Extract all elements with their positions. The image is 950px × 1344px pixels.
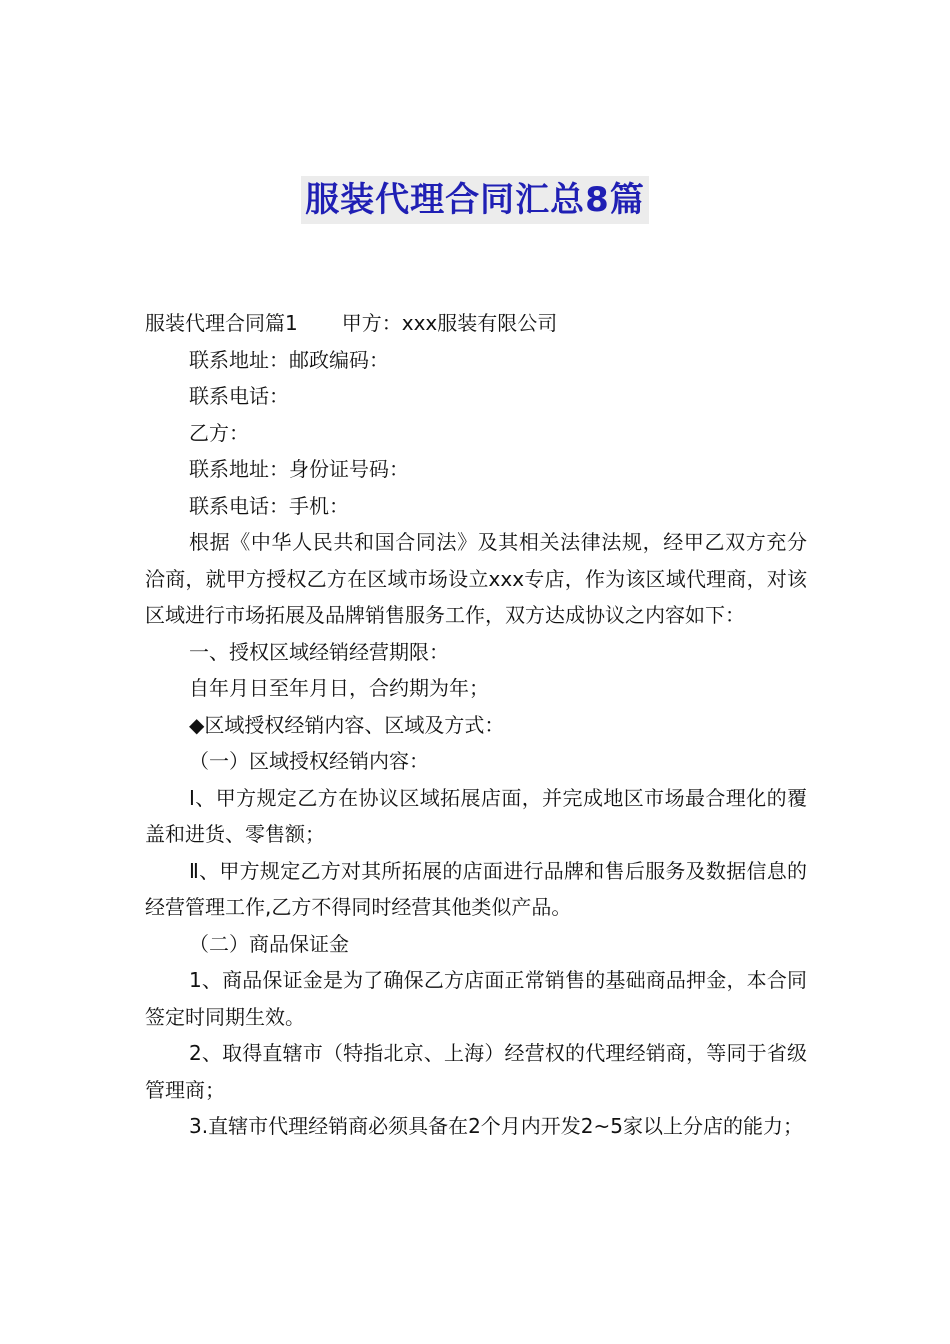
document-body: [145, 305, 807, 1145]
paragraph-deposit-2: 2、取得直辖市（特指北京、上海）经营权的代理经销商，等同于省级管理商；: [145, 1041, 807, 1102]
document-title: 服装代理合同汇总8篇: [301, 176, 649, 224]
party-a-line: 甲方：xxx服装有限公司: [341, 311, 558, 335]
contract-heading: 服装代理合同篇1: [145, 311, 298, 335]
paragraph-deposit-1: 1、商品保证金是为了确保乙方店面正常销售的基础商品押金，本合同签定时同期生效。: [145, 968, 807, 1029]
paragraph-item-i: Ⅰ、甲方规定乙方在协议区域拓展店面，并完成地区市场最合理化的覆盖和进货、零售额；: [145, 785, 807, 846]
paragraph-contact-phone-b: 联系电话：手机：: [189, 493, 349, 518]
paragraph-contact-address-a: 联系地址：邮政编码：: [189, 347, 389, 372]
paragraph-deposit-3: 3.直辖市代理经销商必须具备在2个月内开发2~5家以上分店的能力；: [189, 1114, 804, 1138]
first-line: [145, 305, 807, 342]
paragraph-preamble: 根据《中华人民共和国合同法》及其相关法律法规，经甲乙双方充分洽商，就甲方授权乙方在区域市场设立xxx专店，作为该区域代理商，对该区域进行市场拓展及品牌销售服务工作，双方达成协议之内容如下：: [145, 530, 807, 627]
paragraph-section-1: 一、授权区域经销经营期限：: [189, 639, 449, 664]
paragraph-contact-address-b: 联系地址：身份证号码：: [189, 457, 409, 481]
paragraph-item-ii: Ⅱ、甲方规定乙方对其所拓展的店面进行品牌和售后服务及数据信息的经营管理工作,乙方不得同时经营其他类似产品。: [145, 858, 807, 919]
paragraph-term: 自年月日至年月日，合约期为年；: [189, 676, 489, 700]
paragraph-subsection-2: （二）商品保证金: [189, 931, 349, 956]
paragraph-authorization: ◆区域授权经销内容、区域及方式：: [189, 712, 505, 737]
title-container: [0, 176, 950, 224]
paragraph-subsection-1: （一）区域授权经销内容：: [189, 749, 429, 773]
paragraph-contact-phone-a: 联系电话：: [189, 384, 289, 408]
paragraph-party-b: 乙方：: [189, 420, 249, 445]
